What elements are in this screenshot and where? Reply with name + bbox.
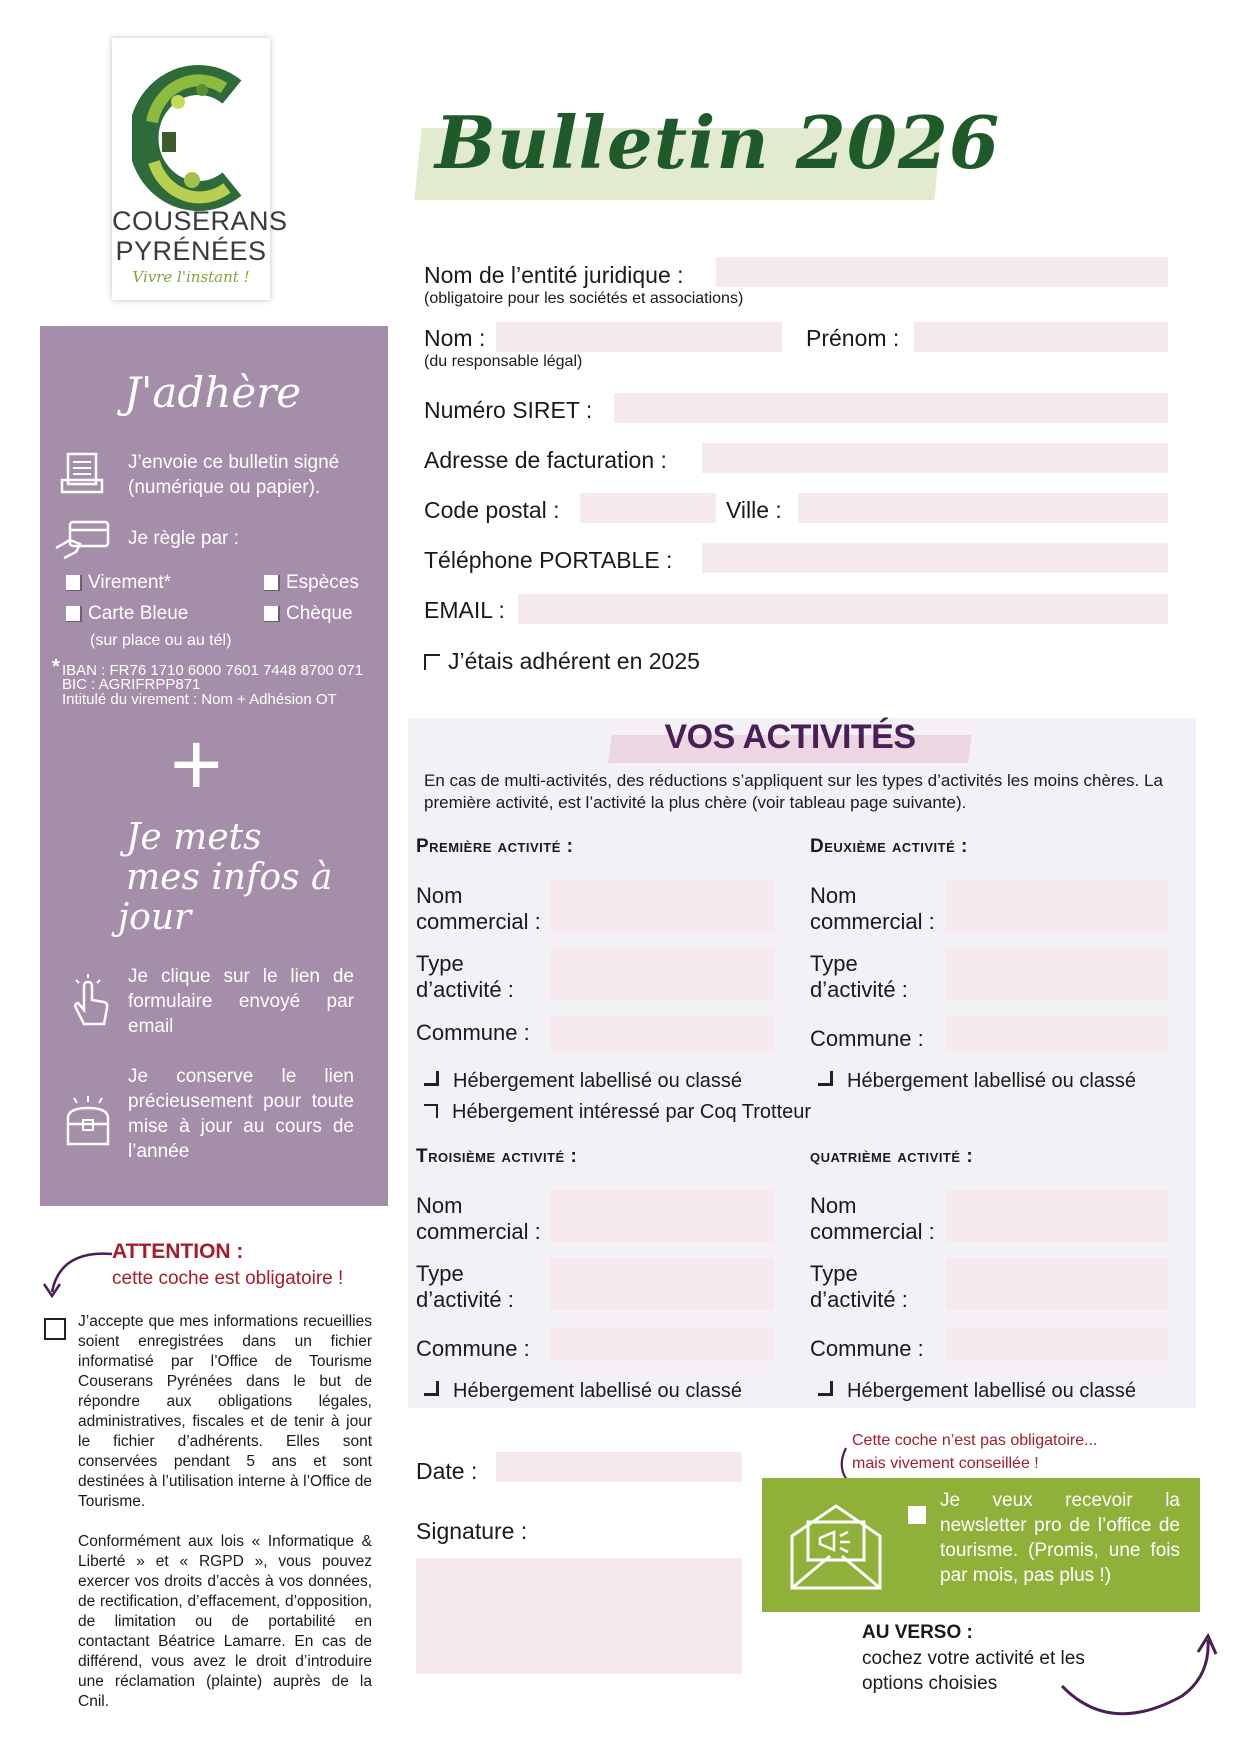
coq-trotteur-checkbox[interactable] xyxy=(424,1104,438,1118)
card-payment-icon xyxy=(54,518,112,562)
legal-text xyxy=(78,1312,372,1712)
second-nom-field[interactable] xyxy=(946,880,1168,932)
carte-bleue-label: Carte Bleue xyxy=(88,603,189,624)
fourth-label-classe-option[interactable] xyxy=(818,1380,1136,1403)
curved-arrow-icon xyxy=(40,1246,120,1302)
nom-label: Nom : xyxy=(424,325,486,351)
previous-member-checkbox[interactable] xyxy=(424,654,440,670)
logo-card xyxy=(112,38,288,300)
postal-label: Code postal : xyxy=(424,497,560,523)
nom-field[interactable] xyxy=(496,322,782,352)
pay-text: Je règle par : xyxy=(128,528,239,549)
first-nom-label-l1: Nom xyxy=(416,883,463,908)
second-commune-field[interactable] xyxy=(946,1017,1168,1051)
plus-sign: + xyxy=(170,715,223,815)
attention-title: ATTENTION : xyxy=(112,1240,244,1263)
city-label: Ville : xyxy=(726,497,782,523)
second-nom-label-l1: Nom xyxy=(810,883,857,908)
date-field[interactable] xyxy=(496,1452,742,1482)
second-activity-heading: Deuxième activité : xyxy=(810,836,968,857)
prenom-field[interactable] xyxy=(914,322,1168,352)
iban-text: IBAN : FR76 1710 6000 7601 7448 8700 071 xyxy=(62,662,364,679)
first-type-label-l2: d’activité : xyxy=(416,977,514,1002)
third-commune-label: Commune : xyxy=(416,1336,530,1361)
second-type-label xyxy=(810,951,908,1003)
send-text: J’envoie ce bulletin signé (numérique ou papier). xyxy=(128,452,340,498)
third-nom-field[interactable] xyxy=(550,1190,774,1242)
especes-checkbox[interactable] xyxy=(264,575,280,591)
signature-field[interactable] xyxy=(416,1558,742,1674)
nom-note: (du responsable légal) xyxy=(424,353,583,370)
first-activity-heading: Première activité : xyxy=(416,836,574,857)
rights-text: Conformément aux lois « Informatique & Liberté » et « RGPD », vous pouvez exercer vos droits d’accès à vos données, de rectification, d’effacement, d’opposition, de limitation ou de portabilité en contactant Béatrice Lamarre. En cas de différend, vous avez le droit d’introduire une réclamation (plainte) auprès de la Cnil. xyxy=(78,1533,372,1710)
fourth-type-label-l1: Type xyxy=(810,1261,858,1286)
first-label-classe-text: Hébergement labellisé ou classé xyxy=(453,1070,743,1092)
second-label-classe-text: Hébergement labellisé ou classé xyxy=(847,1070,1137,1092)
address-field[interactable] xyxy=(702,443,1168,473)
update-title-line-3: jour xyxy=(118,897,192,938)
second-commune-label: Commune : xyxy=(810,1026,924,1051)
second-label-classe-option[interactable] xyxy=(818,1070,1136,1093)
postal-field[interactable] xyxy=(580,493,716,523)
fourth-nom-field[interactable] xyxy=(946,1190,1168,1242)
first-nom-field[interactable] xyxy=(550,880,774,932)
click-hand-icon xyxy=(66,972,114,1028)
document-icon xyxy=(58,450,106,498)
attention-subtitle: cette coche est obligatoire ! xyxy=(112,1268,344,1289)
option-carte-bleue[interactable] xyxy=(66,601,188,626)
logo-slogan: Vivre l'instant ! xyxy=(132,268,250,286)
first-type-label xyxy=(416,951,514,1003)
second-nom-label-l2: commercial : xyxy=(810,909,935,934)
third-type-label xyxy=(416,1261,514,1313)
newsletter-note-line-1: Cette coche n’est pas obligatoire... xyxy=(852,1432,1098,1449)
onsite-note: (sur place ou au tél) xyxy=(90,632,232,649)
option-cheque[interactable] xyxy=(264,601,353,626)
fourth-commune-label: Commune : xyxy=(810,1336,924,1361)
entity-note: (obligatoire pour les sociétés et associations) xyxy=(424,290,744,307)
newsletter-text: Je veux recevoir la newsletter pro de l’office de tourisme. (Promis, une fois par mois, pas plus !) xyxy=(940,1490,1180,1586)
third-label-classe-checkbox[interactable] xyxy=(424,1381,439,1396)
third-nom-label-l1: Nom xyxy=(416,1193,463,1218)
cheque-label: Chèque xyxy=(286,603,353,624)
second-nom-label xyxy=(810,883,935,935)
especes-label: Espèces xyxy=(286,572,359,593)
adhere-title: J'adhère xyxy=(124,368,302,417)
third-activity-heading: Troisième activité : xyxy=(416,1146,578,1167)
newsletter-checkbox[interactable] xyxy=(908,1506,926,1524)
option-virement[interactable] xyxy=(66,570,171,595)
entity-label: Nom de l’entité juridique : xyxy=(424,262,684,288)
logo-line-2: PYRÉNÉES xyxy=(115,236,267,266)
treasure-chest-icon xyxy=(62,1094,114,1150)
prenom-label: Prénom : xyxy=(806,325,900,351)
entity-field[interactable] xyxy=(716,257,1168,287)
fourth-nom-label xyxy=(810,1193,935,1245)
update-title-line-2: mes infos à xyxy=(126,857,333,898)
fourth-commune-field[interactable] xyxy=(946,1327,1168,1361)
first-nom-label-l2: commercial : xyxy=(416,909,541,934)
email-label: EMAIL : xyxy=(424,597,505,623)
first-nom-label xyxy=(416,883,541,935)
third-type-label-l1: Type xyxy=(416,1261,464,1286)
keep-text: Je conserve le lien précieusement pour toute mise à jour au cours de l’année xyxy=(128,1066,354,1162)
carte-bleue-checkbox[interactable] xyxy=(66,606,82,622)
third-type-field[interactable] xyxy=(550,1258,774,1310)
siret-field[interactable] xyxy=(614,393,1168,423)
fourth-nom-label-l1: Nom xyxy=(810,1193,857,1218)
envelope-megaphone-icon xyxy=(784,1492,888,1596)
consent-text: J’accepte que mes informations recueillies soient enregistrées dans un fichier informatisé par l’Office de Tourisme Couserans Pyrénées dans le but de répondre aux obligations légales, administratives, fiscales et de tenir à jour le fichier d’adhérents. Elles sont conservées pendant 5 ans et sont destinées à l’utilisation interne à l’Office de Tourisme. xyxy=(78,1313,372,1510)
fourth-label-classe-checkbox[interactable] xyxy=(818,1381,833,1396)
date-label: Date : xyxy=(416,1458,478,1484)
fourth-type-field[interactable] xyxy=(946,1258,1168,1310)
third-nom-label-l2: commercial : xyxy=(416,1219,541,1244)
third-commune-field[interactable] xyxy=(550,1327,774,1361)
update-title-line-1: Je mets xyxy=(126,817,262,858)
second-label-classe-checkbox[interactable] xyxy=(818,1071,833,1086)
fourth-label-classe-text: Hébergement labellisé ou classé xyxy=(847,1380,1137,1402)
verso-text: cochez votre activité et les options choisies xyxy=(862,1648,1085,1694)
third-label-classe-text: Hébergement labellisé ou classé xyxy=(453,1380,743,1402)
second-type-label-l1: Type xyxy=(810,951,858,976)
first-label-classe-option[interactable] xyxy=(424,1070,742,1093)
coq-trotteur-text: Hébergement intéressé par Coq Trotteur xyxy=(452,1101,812,1123)
phone-label: Téléphone PORTABLE : xyxy=(424,547,673,573)
first-type-field[interactable] xyxy=(550,948,774,1000)
signature-label: Signature : xyxy=(416,1518,528,1544)
first-label-classe-checkbox[interactable] xyxy=(424,1071,439,1086)
coq-trotteur-option[interactable] xyxy=(424,1101,811,1124)
logo-line-1: COUSERANS xyxy=(112,206,288,236)
virement-label: Virement* xyxy=(88,572,172,593)
newsletter-note-line-2: mais vivement conseillée ! xyxy=(852,1455,1039,1472)
siret-label: Numéro SIRET : xyxy=(424,397,593,423)
cheque-checkbox[interactable] xyxy=(264,606,280,622)
third-type-label-l2: d’activité : xyxy=(416,1287,514,1312)
fourth-activity-heading: quatrième activité : xyxy=(810,1146,974,1167)
address-label: Adresse de facturation : xyxy=(424,447,667,473)
click-text: Je clique sur le lien de formulaire envoyé par email xyxy=(128,966,354,1037)
activities-title: VOS ACTIVITÉS xyxy=(664,718,916,756)
second-type-label-l2: d’activité : xyxy=(810,977,908,1002)
phone-field[interactable] xyxy=(702,543,1168,573)
iban-asterisk: * xyxy=(52,656,60,678)
virement-checkbox[interactable] xyxy=(66,575,82,591)
previous-member-label: J’étais adhérent en 2025 xyxy=(448,648,700,674)
city-field[interactable] xyxy=(798,493,1168,523)
first-type-label-l1: Type xyxy=(416,951,464,976)
consent-checkbox[interactable] xyxy=(44,1318,66,1340)
third-nom-label xyxy=(416,1193,541,1245)
verso-arrow-icon xyxy=(1050,1626,1222,1726)
third-label-classe-option[interactable] xyxy=(424,1380,742,1403)
email-field[interactable] xyxy=(518,594,1168,624)
fourth-type-label-l2: d’activité : xyxy=(810,1287,908,1312)
fourth-type-label xyxy=(810,1261,908,1313)
bic-text: BIC : AGRIFRPP871 xyxy=(62,676,201,693)
fourth-nom-label-l2: commercial : xyxy=(810,1219,935,1244)
second-type-field[interactable] xyxy=(946,948,1168,1000)
option-especes[interactable] xyxy=(264,570,359,595)
transfer-label: Intitulé du virement : Nom + Adhésion OT xyxy=(62,691,337,708)
first-commune-field[interactable] xyxy=(550,1017,774,1051)
logo-c-icon xyxy=(132,62,250,212)
verso-title: AU VERSO : xyxy=(862,1622,973,1643)
first-commune-label: Commune : xyxy=(416,1020,530,1045)
activities-intro: En cas de multi-activités, des réductions s’appliquent sur les types d’activités les moins chères. La première activité, est l’activité la plus chère (voir tableau page suivante). xyxy=(424,771,1163,812)
page-title: Bulletin 2026 xyxy=(435,100,1001,185)
